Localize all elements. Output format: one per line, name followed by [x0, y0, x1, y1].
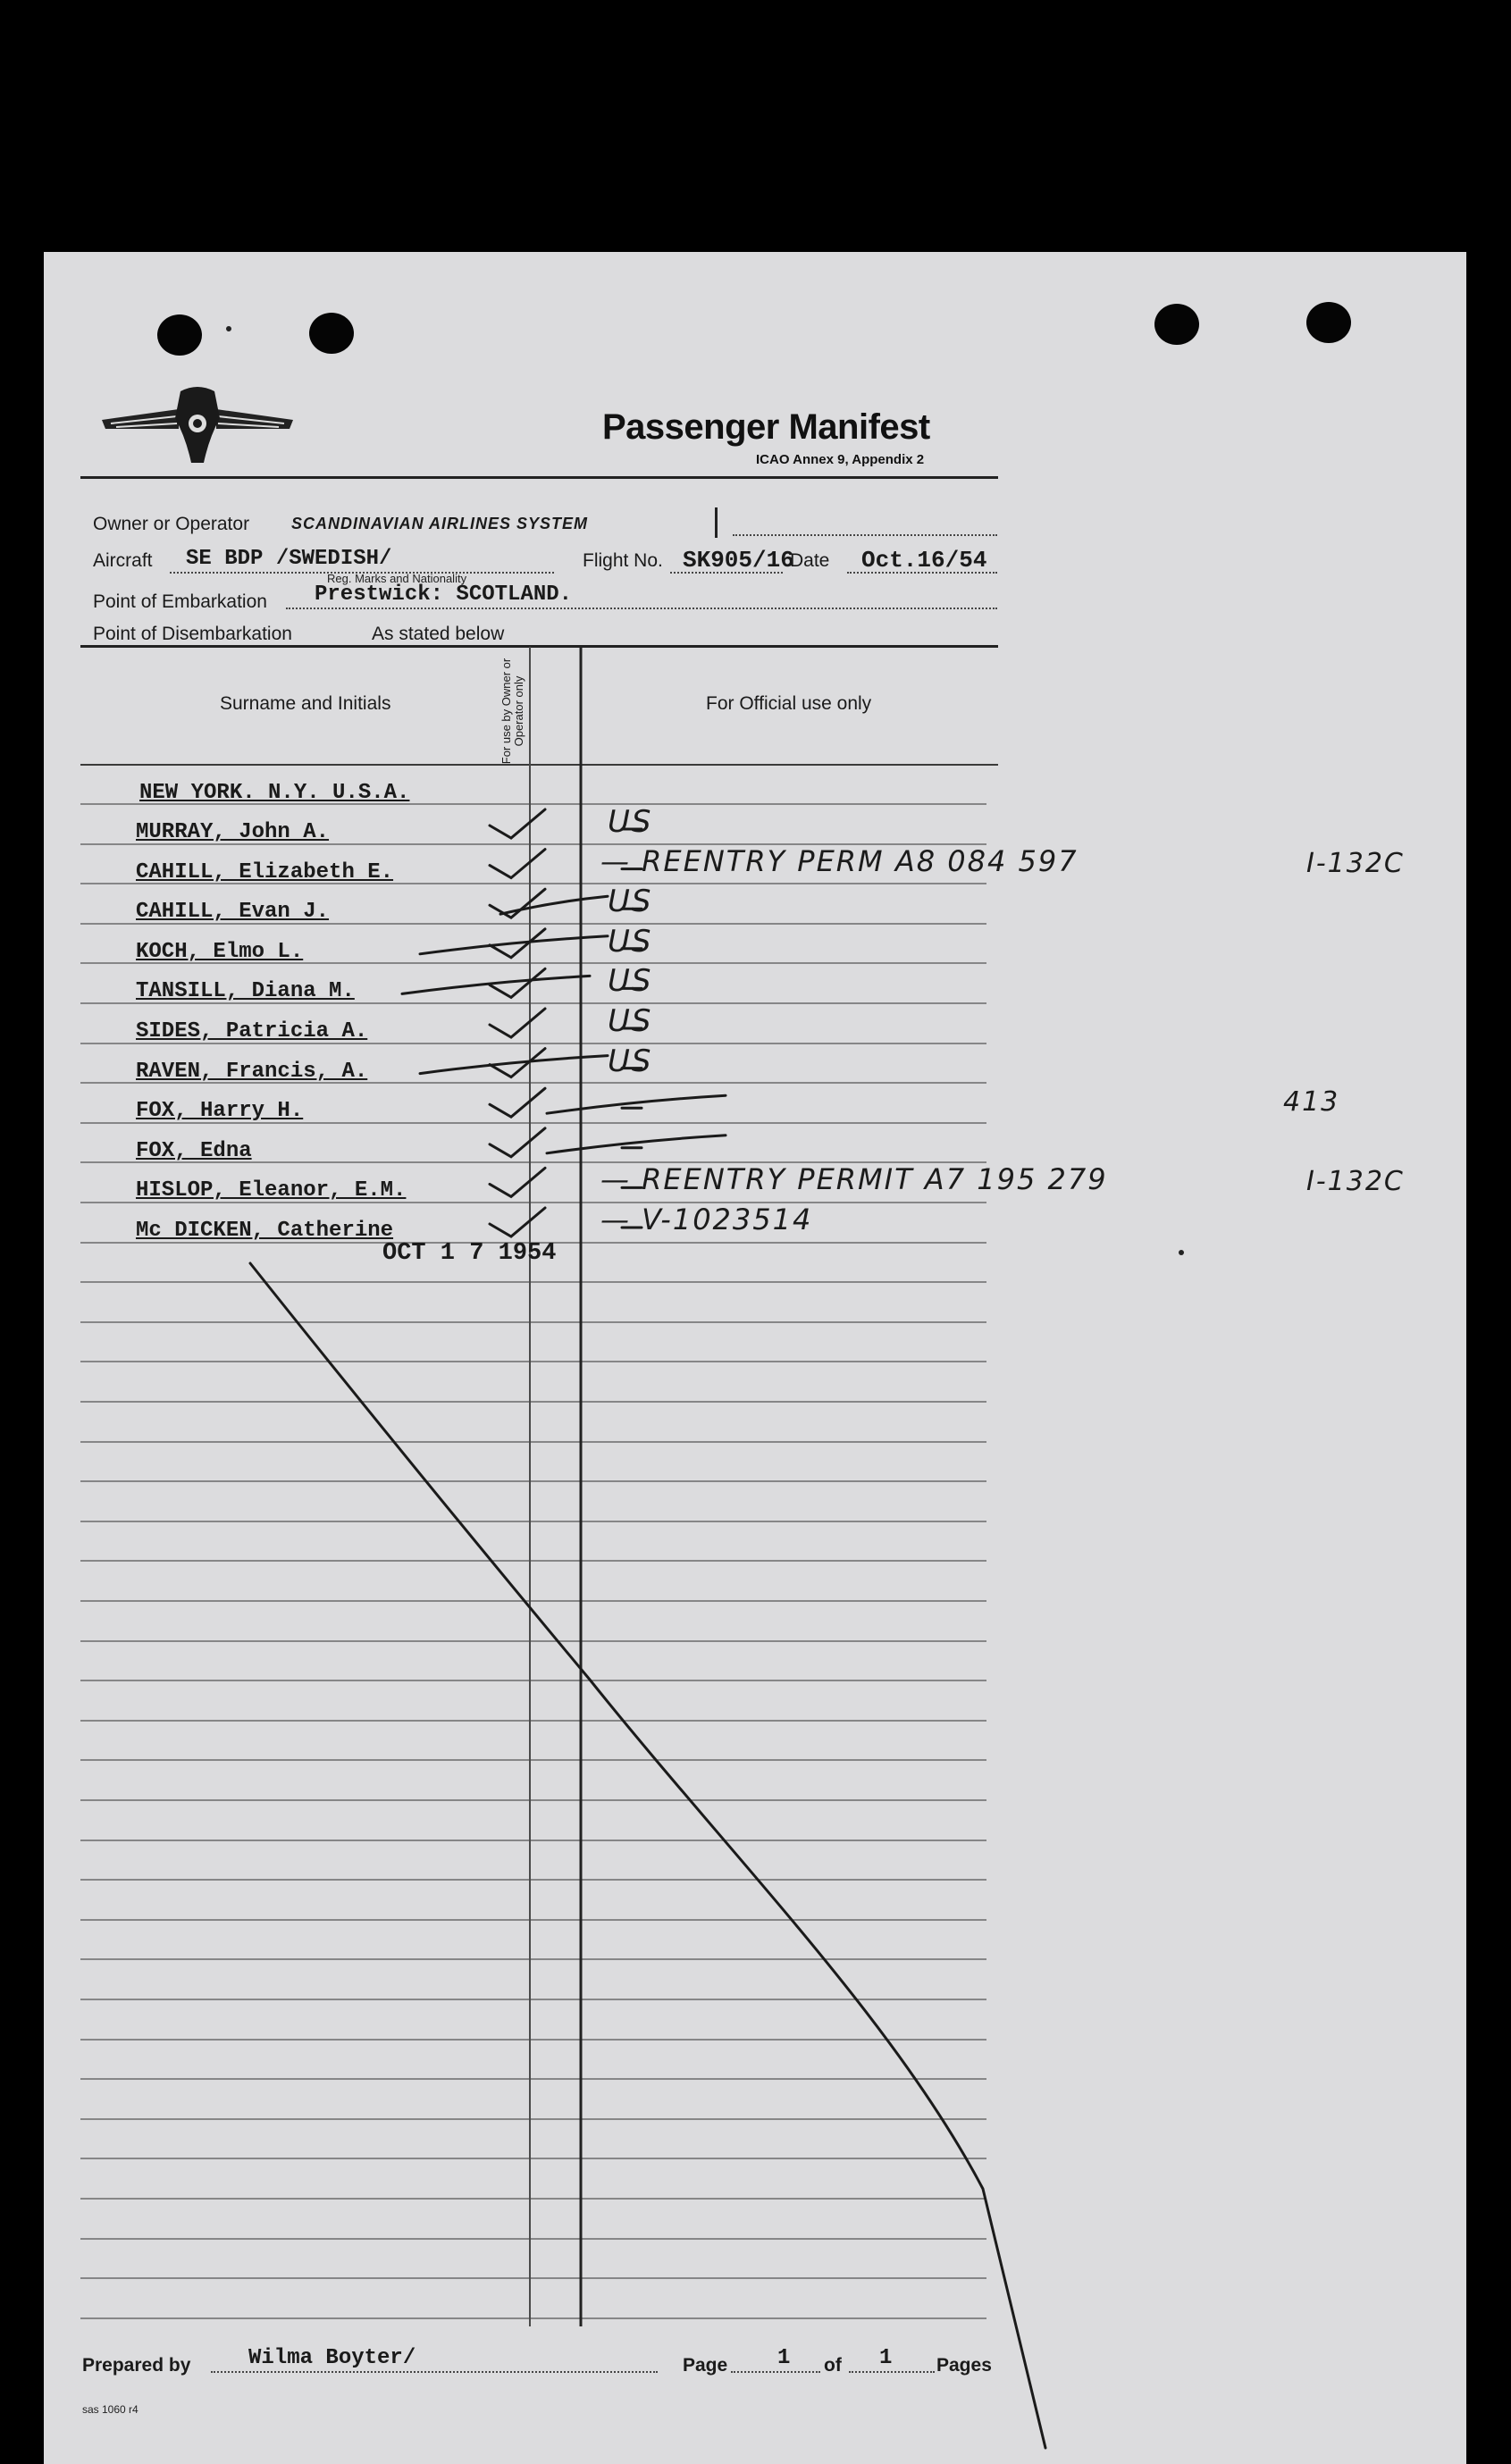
check-mark — [490, 1168, 545, 1196]
check-mark — [490, 1208, 545, 1236]
strike-line — [420, 936, 608, 954]
disembark-label: Point of Disembarkation — [93, 624, 292, 644]
passenger-name: KOCH, Elmo L. — [136, 939, 304, 964]
prepared-label: Prepared by — [82, 2355, 191, 2376]
pages-label: Pages — [936, 2355, 992, 2376]
of-label: of — [824, 2355, 842, 2376]
reg-note: Reg. Marks and Nationality — [327, 572, 467, 585]
prepared-value: Wilma Boyter/ — [248, 2346, 416, 2370]
check-mark — [490, 850, 545, 878]
official-entry: US — [608, 1003, 653, 1039]
official-entry: US — [608, 1043, 653, 1079]
form-code: sas 1060 r4 — [82, 2403, 139, 2416]
check-mark — [490, 809, 545, 838]
passenger-name: RAVEN, Francis, A. — [136, 1059, 368, 1084]
page-dotline — [731, 2371, 820, 2373]
passenger-name: CAHILL, Evan J. — [136, 900, 330, 925]
diagonal-cancel-line — [250, 1263, 1045, 2448]
page-label: Page — [683, 2355, 728, 2376]
strike-line — [500, 896, 608, 914]
strike-line — [547, 1095, 726, 1113]
embark-label: Point of Embarkation — [93, 591, 267, 612]
document-title: Passenger Manifest — [602, 407, 930, 447]
destination-heading: NEW YORK. N.Y. U.S.A. — [139, 781, 410, 805]
column-header-owner-use: For use by Owner or Operator only — [499, 658, 525, 765]
document-subtitle: ICAO Annex 9, Appendix 2 — [756, 452, 925, 467]
aircraft-value: SE BDP /SWEDISH/ — [186, 547, 392, 571]
prepared-dotline — [211, 2371, 658, 2373]
embark-value: Prestwick: SCOTLAND. — [315, 582, 573, 607]
page-value: 1 — [777, 2346, 791, 2370]
official-entry: US — [608, 963, 653, 1000]
of-value: 1 — [879, 2346, 893, 2370]
official-entry: — REENTRY PERM A8 084 597 — [600, 843, 1079, 878]
official-entry: US — [608, 884, 653, 920]
official-entry: US — [608, 923, 653, 960]
passenger-name: FOX, Harry H. — [136, 1099, 304, 1124]
check-mark — [490, 1128, 545, 1157]
check-mark — [490, 889, 545, 918]
passenger-name: TANSILL, Diana M. — [136, 979, 355, 1004]
passenger-name: FOX, Edna — [136, 1138, 252, 1163]
passenger-name: HISLOP, Eleanor, E.M. — [136, 1178, 407, 1203]
owner-label: Owner or Operator — [93, 514, 250, 534]
date-label: Date — [790, 550, 830, 571]
official-code: I-132C — [1306, 1166, 1405, 1198]
check-mark — [490, 1009, 545, 1037]
owner-value: SCANDINAVIAN AIRLINES SYSTEM — [291, 515, 589, 532]
date-stamp: OCT 1 7 1954 — [382, 1240, 557, 1267]
official-entry: — V-1023514 — [600, 1203, 813, 1236]
strike-line — [420, 1056, 608, 1074]
official-code: 413 — [1283, 1086, 1340, 1119]
strike-line — [547, 1136, 726, 1153]
flight-label: Flight No. — [583, 550, 663, 571]
column-header-surname: Surname and Initials — [220, 693, 391, 714]
passenger-name: SIDES, Patricia A. — [136, 1019, 368, 1043]
passenger-name: Mc DICKEN, Catherine — [136, 1219, 394, 1243]
strike-line — [402, 976, 590, 993]
passenger-name: CAHILL, Elizabeth E. — [136, 859, 394, 884]
ink-dot — [1179, 1250, 1184, 1255]
of-dotline — [849, 2371, 935, 2373]
passenger-name: MURRAY, John A. — [136, 820, 330, 844]
official-code: I-132C — [1306, 847, 1405, 879]
official-entry: US — [608, 804, 653, 840]
aircraft-label: Aircraft — [93, 550, 153, 571]
check-mark — [490, 1088, 545, 1117]
official-entry: — REENTRY PERMIT A7 195 279 — [600, 1162, 1108, 1197]
disembark-value: As stated below — [372, 624, 505, 644]
date-value: Oct.16/54 — [861, 547, 987, 574]
flight-value: SK905/16 — [683, 547, 794, 574]
ink-dot — [226, 326, 231, 331]
column-header-official: For Official use only — [706, 693, 872, 714]
